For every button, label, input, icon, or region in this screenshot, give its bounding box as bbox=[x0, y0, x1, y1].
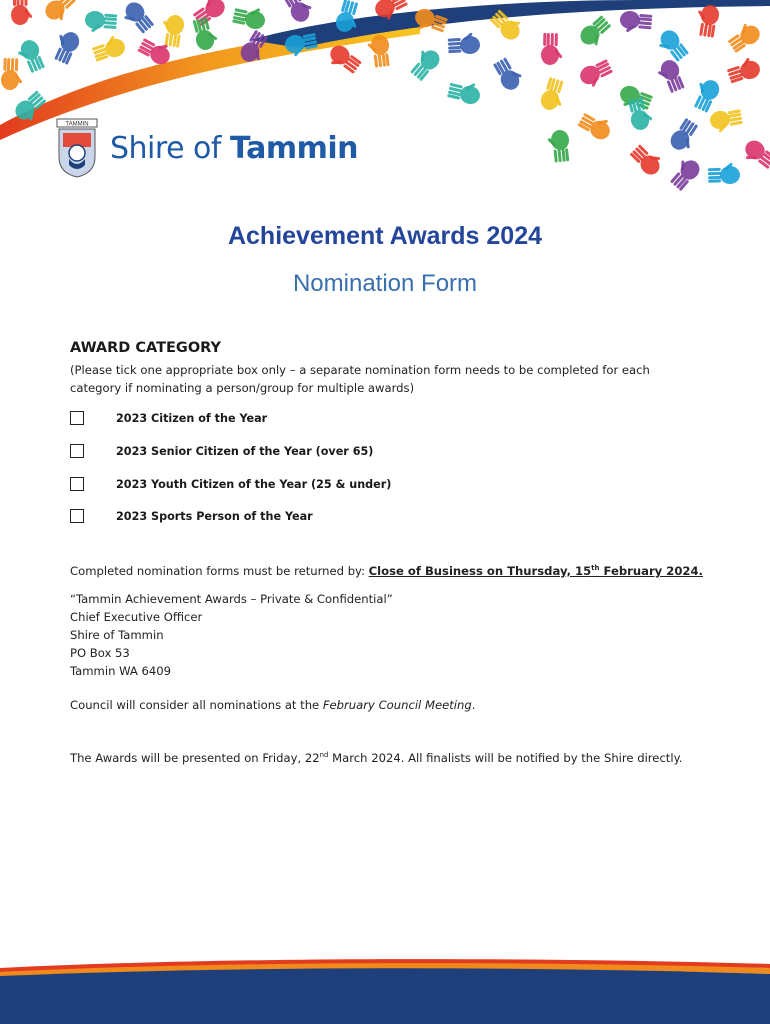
painted-hand-icon bbox=[90, 33, 127, 64]
painted-hand-icon bbox=[538, 76, 568, 113]
painted-hand-icon bbox=[84, 10, 117, 34]
deadline-text: Completed nomination forms must be returned by: Close of Business on Thursday, 15th February 2024. bbox=[70, 563, 703, 578]
presentation-note: The Awards will be presented on Friday, 22nd March 2024. All finalists will be notified by the Shire directly. bbox=[70, 750, 683, 765]
painted-hand-icon bbox=[576, 108, 615, 143]
page-subtitle: Nomination Form bbox=[292, 270, 478, 297]
shire-name: Shire of Tammin bbox=[110, 130, 359, 166]
painted-hand-icon bbox=[447, 78, 483, 106]
painted-hand-icon bbox=[49, 28, 82, 66]
painted-hand-icon bbox=[406, 44, 443, 82]
option-label: 2023 Senior Citizen of the Year (over 65) bbox=[116, 444, 374, 458]
painted-hand-icon bbox=[708, 162, 741, 185]
option-label: 2023 Citizen of the Year bbox=[116, 411, 268, 425]
award-option-citizen[interactable] bbox=[70, 411, 267, 425]
deadline-date: Close of Business on Thursday, 15th February 2024. bbox=[368, 563, 703, 578]
award-option-senior-citizen[interactable] bbox=[70, 444, 373, 458]
painted-hand-icon bbox=[577, 14, 615, 52]
instructions-text: (Please tick one appropriate box only – a separate nomination form needs to be completed for each category if nominating a person/group for multiple awards) bbox=[70, 363, 650, 395]
painted-hand-icon bbox=[739, 137, 770, 174]
award-option-youth-citizen[interactable] bbox=[70, 477, 391, 491]
painted-hand-icon bbox=[546, 129, 571, 163]
painted-hand-icon bbox=[667, 117, 703, 156]
address-line: Tammin WA 6409 bbox=[70, 664, 172, 678]
shire-crest-icon bbox=[55, 117, 99, 179]
shire-logo bbox=[55, 117, 358, 179]
painted-hand-icon bbox=[119, 0, 156, 37]
svg-text:TAMMIN: TAMMIN bbox=[65, 121, 89, 128]
footer-banner bbox=[0, 954, 770, 1024]
checkbox[interactable] bbox=[70, 444, 84, 458]
address-line: PO Box 53 bbox=[70, 646, 130, 660]
painted-hand-icon bbox=[159, 13, 185, 48]
address-line: “Tammin Achievement Awards – Private & Confidential” bbox=[70, 592, 393, 606]
address-line: Shire of Tammin bbox=[70, 628, 164, 642]
painted-hand-icon bbox=[654, 27, 691, 66]
painted-hand-icon bbox=[191, 15, 220, 52]
painted-hand-icon bbox=[1, 58, 24, 91]
address-line: Chief Executive Officer bbox=[70, 610, 203, 624]
option-label: 2023 Youth Citizen of the Year (25 & under) bbox=[116, 477, 392, 491]
option-label: 2023 Sports Person of the Year bbox=[116, 509, 313, 523]
painted-hand-icon bbox=[577, 57, 615, 91]
painted-hand-icon bbox=[281, 0, 316, 25]
painted-hand-icon bbox=[654, 57, 686, 95]
painted-hand-icon bbox=[11, 0, 33, 25]
painted-hand-icon bbox=[689, 76, 722, 114]
council-note: Council will consider all nominations at the February Council Meeting. bbox=[70, 698, 476, 712]
painted-hand-icon bbox=[14, 37, 47, 75]
checkbox[interactable] bbox=[70, 509, 84, 523]
painted-hand-icon bbox=[42, 0, 80, 26]
painted-hand-icon bbox=[694, 3, 720, 38]
painted-hand-icon bbox=[491, 55, 526, 94]
checkbox[interactable] bbox=[70, 411, 84, 425]
painted-hand-icon bbox=[725, 55, 762, 86]
checkbox[interactable] bbox=[70, 477, 84, 491]
painted-hand-icon bbox=[709, 107, 744, 134]
painted-hand-icon bbox=[628, 140, 666, 178]
mailing-address bbox=[70, 590, 393, 680]
page-title: Achievement Awards 2024 bbox=[227, 222, 543, 250]
award-option-sports-person[interactable] bbox=[70, 509, 313, 523]
painted-hand-icon bbox=[232, 3, 268, 31]
painted-hand-icon bbox=[725, 19, 764, 55]
painted-hand-icon bbox=[447, 32, 480, 55]
painted-hand-icon bbox=[666, 154, 703, 192]
painted-hand-icon bbox=[619, 10, 653, 34]
section-heading: AWARD CATEGORY bbox=[70, 340, 222, 356]
painted-hand-icon bbox=[541, 33, 563, 65]
